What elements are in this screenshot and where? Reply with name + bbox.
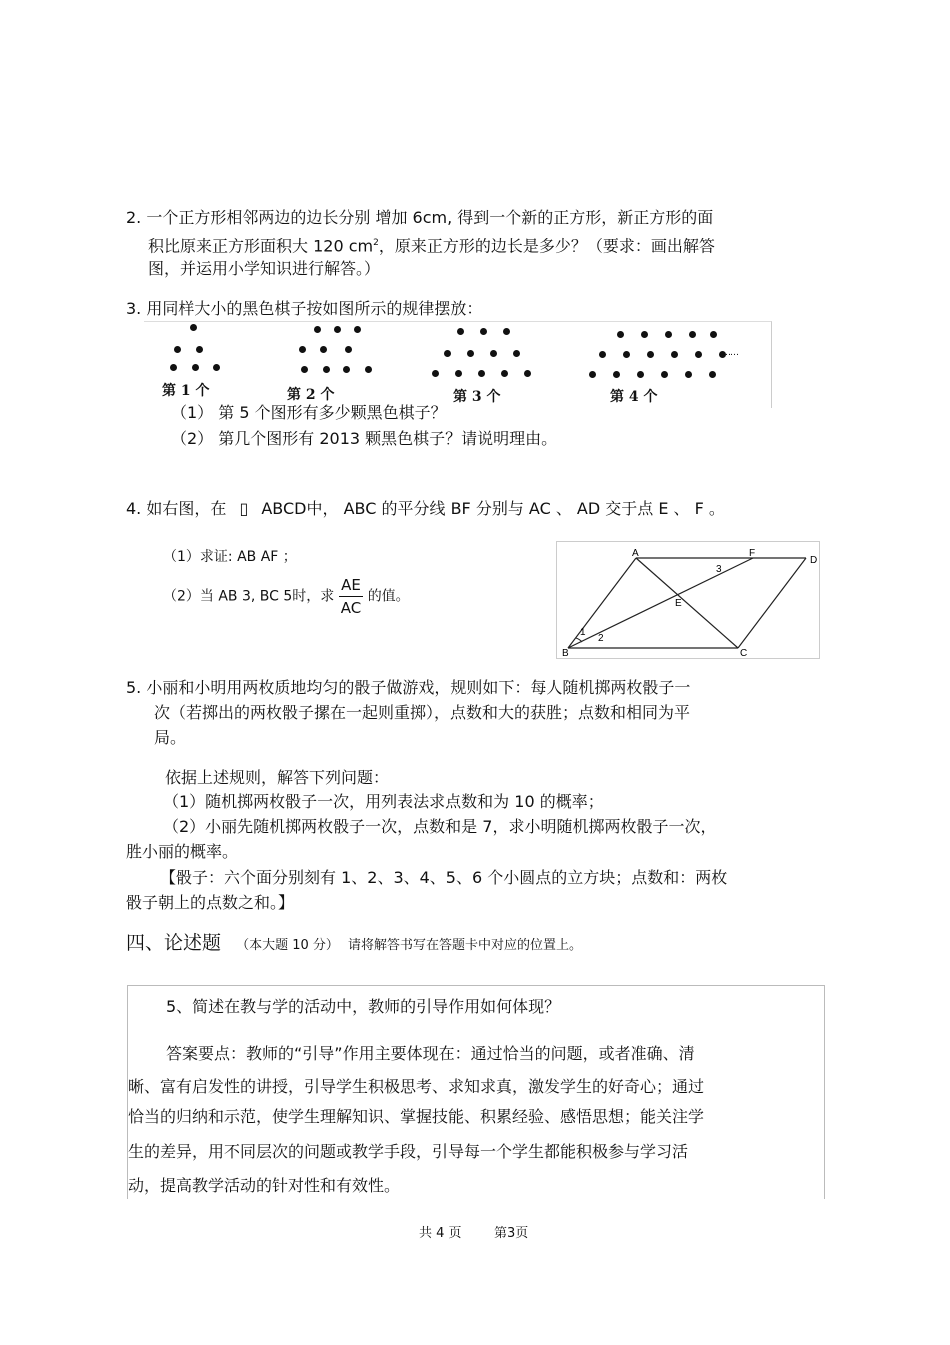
q5-intro: 依据上述规则，解答下列问题： (165, 768, 390, 787)
section-4-instruction: 请将解答书写在答题卡中对应的位置上。 (348, 938, 583, 953)
chess-piece (213, 364, 220, 371)
q5-sub-1: （1）随机掷两枚骰子一次，用列表法求点数和为 10 的概率； (163, 792, 604, 811)
chess-piece (190, 324, 197, 331)
point-f-label: F (749, 548, 756, 559)
chess-piece (314, 326, 321, 333)
essay-answer-line: 动，提高教学活动的针对性和有效性。 (128, 1176, 401, 1195)
essay-answer-line: 答案要点：教师的“引导”作用主要体现在：通过恰当的问题，或者准确、清 (166, 1044, 695, 1063)
q3-sub-2: （2） 第几个图形有 2013 颗黑色棋子？请说明理由。 (171, 429, 558, 448)
chess-piece (641, 331, 648, 338)
chess-piece (695, 351, 702, 358)
parallelogram-figure (556, 541, 820, 659)
point-a-label: A (632, 548, 639, 559)
chess-piece (480, 328, 487, 335)
chess-piece (710, 331, 717, 338)
section-4-score: （本大题 10 分） (236, 938, 339, 953)
q5-line-1: 5. 小丽和小明用两枚质地均匀的骰子做游戏，规则如下：每人随机掷两枚骰子一 (126, 678, 691, 697)
chess-piece (513, 350, 520, 357)
q5-line-2: 次（若掷出的两枚骰子摞在一起则重掷），点数和大的获胜；点数和相同为平 (154, 703, 691, 722)
section-4-heading (126, 930, 582, 959)
page-total: 共 4 页 (419, 1226, 462, 1241)
page-current: 第3页 (494, 1226, 529, 1241)
q2-line-1: 2. 一个正方形相邻两边的边长分别 增加 6cm, 得到一个新的正方形，新正方形的面 (126, 208, 714, 227)
essay-answer-line: 恰当的归纳和示范，使学生理解知识、掌握技能、积累经验、感悟思想；能关注学 (128, 1107, 705, 1126)
angle-3-label: 3 (716, 564, 722, 575)
chess-piece (478, 370, 485, 377)
chess-piece (637, 371, 644, 378)
chess-piece (490, 350, 497, 357)
chess-piece (334, 326, 341, 333)
fraction (339, 574, 363, 619)
fig-label-1: 第 1 个 (162, 383, 210, 399)
fig-label-4: 第 4 个 (610, 389, 658, 405)
q3-sub-1: （1） 第 5 个图形有多少颗黑色棋子？ (171, 403, 447, 422)
q4-stem-b: ABCD中， ABC 的平分线 BF 分别与 AC 、 AD 交于点 E 、 F 。 (261, 499, 725, 518)
fig-label-2: 第 2 个 (287, 387, 335, 403)
q4-sub-2-b: 的值。 (367, 588, 410, 605)
q2-superscript: 2 (373, 238, 379, 248)
section-4-title: 四、论述题 (126, 932, 222, 954)
q4-stem (126, 497, 725, 521)
q2-line-3: 图，并运用小学知识进行解答。） (148, 259, 381, 278)
fraction-denominator: AC (340, 599, 362, 617)
chess-piece (501, 370, 508, 377)
q2-line-2 (148, 231, 715, 258)
angle-1-label: 1 (580, 627, 586, 638)
chess-piece (661, 371, 668, 378)
essay-answer-line: 生的差异，用不同层次的问题或教学手段，引导每一个学生都能积极参与学习活 (128, 1142, 689, 1161)
chess-piece (192, 364, 199, 371)
fraction-numerator: AE (339, 574, 363, 597)
chess-piece (671, 351, 678, 358)
parallelogram-symbol: ▯ (239, 499, 249, 518)
chess-piece (174, 346, 181, 353)
chess-piece (301, 366, 308, 373)
point-d-label: D (810, 555, 818, 566)
diagonal-ac (636, 558, 738, 648)
essay-question: 5、简述在教与学的活动中，教师的引导作用如何体现？ (166, 997, 561, 1016)
essay-answer-line: 晰、富有启发性的讲授，引导学生积极思考、求知求真，激发学生的好奇心；通过 (128, 1077, 705, 1096)
q4-sub-2-a: （2）当 AB 3, BC 5时，求 (163, 588, 335, 605)
chess-piece (647, 351, 654, 358)
q4-sub-2 (163, 574, 410, 619)
chess-piece (613, 371, 620, 378)
chess-piece (665, 331, 672, 338)
fig-label-3: 第 3 个 (453, 389, 501, 405)
q5-line-3: 局。 (154, 728, 187, 747)
q4-sub-1: （1）求证: AB AF ； (163, 549, 297, 565)
chess-piece (196, 346, 203, 353)
angle-2-label: 2 (598, 633, 604, 644)
chess-piece (432, 370, 439, 377)
chess-piece (170, 364, 177, 371)
chess-piece (354, 326, 361, 333)
q5-sub-2b: 胜小丽的概率。 (126, 842, 239, 861)
chess-piece (685, 371, 692, 378)
chess-piece (343, 366, 350, 373)
chess-piece (589, 371, 596, 378)
chess-piece (345, 346, 352, 353)
q2-line-2-text: 积比原来正方形面积大 120 cm (148, 236, 374, 256)
chess-piece (599, 351, 606, 358)
q4-stem-a: 4. 如右图，在 (126, 499, 227, 518)
q5-note-2: 骰子朝上的点数之和。】 (126, 893, 295, 912)
point-b-label: B (562, 648, 569, 659)
chess-piece (323, 366, 330, 373)
chess-piece (689, 331, 696, 338)
chess-piece (503, 328, 510, 335)
chess-piece (617, 331, 624, 338)
bisector-bf (568, 558, 753, 648)
segment-dc (738, 558, 806, 648)
q2-line-2-tail: ，原来正方形的边长是多少？（要求：画出解答 (378, 236, 715, 256)
chess-piece (299, 346, 306, 353)
chess-piece (320, 346, 327, 353)
q5-sub-2a: （2）小丽先随机掷两枚骰子一次，点数和是 7，求小明随机掷两枚骰子一次， (163, 817, 717, 836)
fig-ellipsis: …… (722, 348, 738, 358)
chess-piece (365, 366, 372, 373)
chess-piece (467, 350, 474, 357)
chess-piece (455, 370, 462, 377)
essay-answer-box (127, 985, 825, 1199)
chess-piece (444, 350, 451, 357)
q3-stem: 3. 用同样大小的黑色棋子按如图所示的规律摆放： (126, 299, 483, 318)
point-e-label: E (675, 598, 682, 609)
chess-piece (709, 371, 716, 378)
q5-note-1: 【骰子：六个面分别刻有 1、2、3、4、5、6 个小圆点的立方块；点数和：两枚 (160, 868, 728, 887)
chess-piece (623, 351, 630, 358)
q3-figure (144, 321, 772, 408)
chess-piece (524, 370, 531, 377)
point-c-label: C (740, 648, 748, 659)
chess-piece (457, 328, 464, 335)
